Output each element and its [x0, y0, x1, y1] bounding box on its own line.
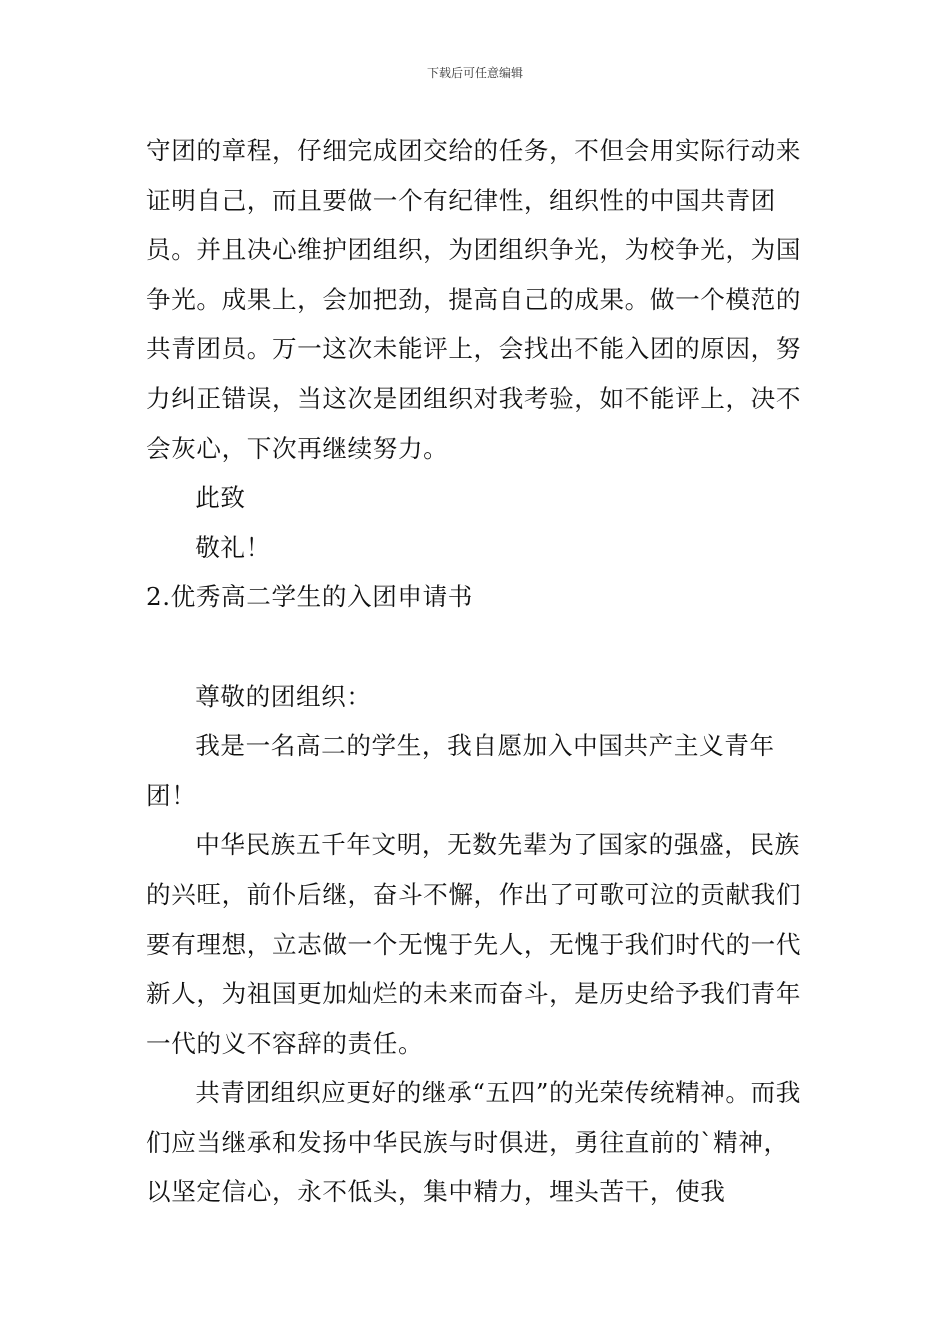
paragraph-history: 中华民族五千年文明，无数先辈为了国家的强盛，民族的兴旺，前仆后继，奋斗不懈，作出了可歌可泣的贡献我们要有理想，立志做一个无愧于先人，无愧于我们时代的一代新人，为祖国更加灿烂的未来而奋斗，是历史给予我们青年一代的义不容辞的责任。: [146, 830, 802, 1058]
document-body: [146, 126, 806, 1217]
page-header: 下载后可任意编辑: [426, 66, 523, 80]
closing-cizhi: 此致: [195, 483, 246, 513]
paragraph-spirit: 共青团组织应更好的继承“五四”的光荣传统精神。而我们应当继承和发扬中华民族与时俱进，勇往直前的`精神，以坚定信心，永不低头，集中精力，埋头苦干，使我: [146, 1078, 801, 1207]
blank-line: [146, 622, 806, 672]
paragraph-intro: 我是一名高二的学生，我自愿加入中国共产主义青年团！: [146, 731, 775, 810]
closing-jingli: 敬礼！: [195, 532, 271, 562]
section-title: 2.优秀高二学生的入团申请书: [146, 582, 473, 612]
paragraph-continued: 守团的章程，仔细完成团交给的任务，不但会用实际行动来证明自己，而且要做一个有纪律性，组织性的中国共青团员。并且决心维护团组织，为团组织争光，为校争光，为国争光。成果上，会加把劲，提高自己的成果。做一个模范的共青团员。万一这次未能评上，会找出不能入团的原因，努力纠正错误，当这次是团组织对我考验，如不能评上，决不会灰心，下次再继续努力。: [146, 136, 802, 463]
salutation: 尊敬的团组织：: [195, 681, 372, 711]
